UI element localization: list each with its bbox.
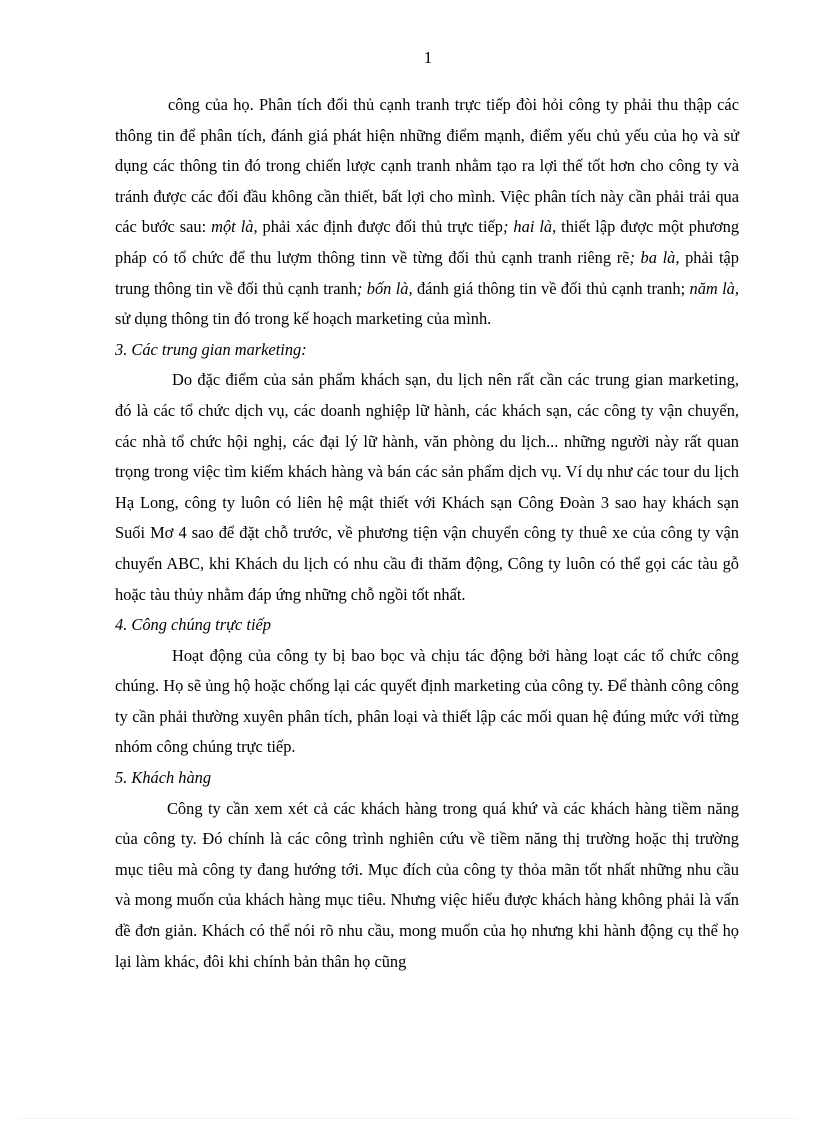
paragraph-text: thiết lập được một phương pháp có tổ chức để thu lượm thông tinn về từng đối thủ cạnh tranh riêng rẽ bbox=[115, 217, 740, 267]
section-4-body: Hoạt động của công ty bị bao bọc và chịu tác động bởi hàng loạt các tổ chức công chúng. Họ sẽ ủng hộ hoặc chống lại các quyết định marketing của công ty. Để thành công công ty cần phải thường xuyên phân tích, phân loại và thiết lập các mối quan hệ đúng mức với từng nhóm công chúng trực tiếp. bbox=[115, 645, 739, 757]
section-5-body: Công ty cần xem xét cả các khách hàng trong quá khứ và các khách hàng tiềm năng của công ty. Đó chính là các công trình nghiên cứu về tiềm năng thị trường hoặc thị trường mục tiêu mà công ty đang hướng tới. Mục đích của công ty thỏa mãn tốt nhất những nhu cầu và mong muốn của khách hàng mục tiêu. Nhưng việc hiểu được khách hàng không phải là vấn đề đơn giản. Khách có thể nói rõ nhu cầu, mong muốn của họ nhưng khi hành động cụ thể họ lại làm khác, đôi khi chính bản thân họ cũng bbox=[115, 798, 739, 971]
page-bottom-divider bbox=[20, 1118, 796, 1119]
section-3-heading bbox=[115, 335, 739, 366]
section-4-heading: 4. Công chúng trực tiếp bbox=[115, 615, 271, 635]
paragraph-text: phải tập trung thông tin về đối thủ cạnh tranh bbox=[115, 247, 739, 298]
section-5-heading: 5. Khách hàng bbox=[115, 768, 212, 788]
section-3-heading-suffix: : bbox=[301, 339, 307, 359]
competitor-analysis-paragraph bbox=[115, 90, 739, 335]
paragraph-text: đánh giá thông tin về đối thủ cạnh tranh; bbox=[412, 278, 690, 298]
step-one-label: một là, bbox=[211, 217, 258, 237]
section-3-body: Do đặc điểm của sản phẩm khách sạn, du lịch nên rất cần các trung gian marketing, đó là các tổ chức dịch vụ, các doanh nghiệp lữ hành, các khách sạn, các công ty vận chuyển, các nhà tổ chức hội nghị, các đại lý lữ hành, văn phòng du lịch... những người này rất quan trọng trong việc tìm kiếm khách hàng và bán các sản phẩm dịch vụ. Ví dụ như các tour du lịch Hạ Long, công ty luôn có liên hệ mật thiết với Khách sạn Công Đoàn 3 sao hay khách sạn Suối Mơ 4 sao để đặt chỗ trước, về phương tiện vận chuyển công ty thuê xe của công ty vận chuyển ABC, khi Khách du lịch có nhu cầu đi thăm động, Công ty luôn có thể gọi các tàu gỗ hoặc tàu thủy nhằm đáp ứng những chỗ ngồi tốt nhất. bbox=[115, 370, 739, 604]
paragraph-text: phải xác định được đối thủ trực tiếp bbox=[257, 217, 504, 237]
step-five-label: năm là, bbox=[689, 278, 739, 298]
page-number: 1 bbox=[423, 48, 433, 67]
paragraph-text: sử dụng thông tin đó trong kế hoạch marketing của mình. bbox=[115, 309, 492, 329]
step-two-label: ; hai là, bbox=[503, 217, 557, 237]
document-body bbox=[115, 90, 739, 977]
step-four-label: ; bốn là, bbox=[356, 278, 413, 298]
paragraph-text: công của họ. Phân tích đối thủ cạnh tranh trực tiếp đòi hỏi công ty phải thu thập các thông tin để phân tích, đánh giá phát hiện những điểm mạnh, điểm yếu chủ yếu của họ và sử dụng các thông tin đó trong chiến lược cạnh tranh nhằm tạo ra lợi thế tốt hơn cho công ty và tránh được các đối đầu không cần thiết, bất lợi cho mình. Việc phân tích này cần phải trải qua các bước sau: bbox=[115, 95, 739, 237]
step-three-label: ; ba là, bbox=[629, 247, 680, 267]
section-3-heading-text: 3. Các trung gian marketing bbox=[115, 339, 302, 359]
